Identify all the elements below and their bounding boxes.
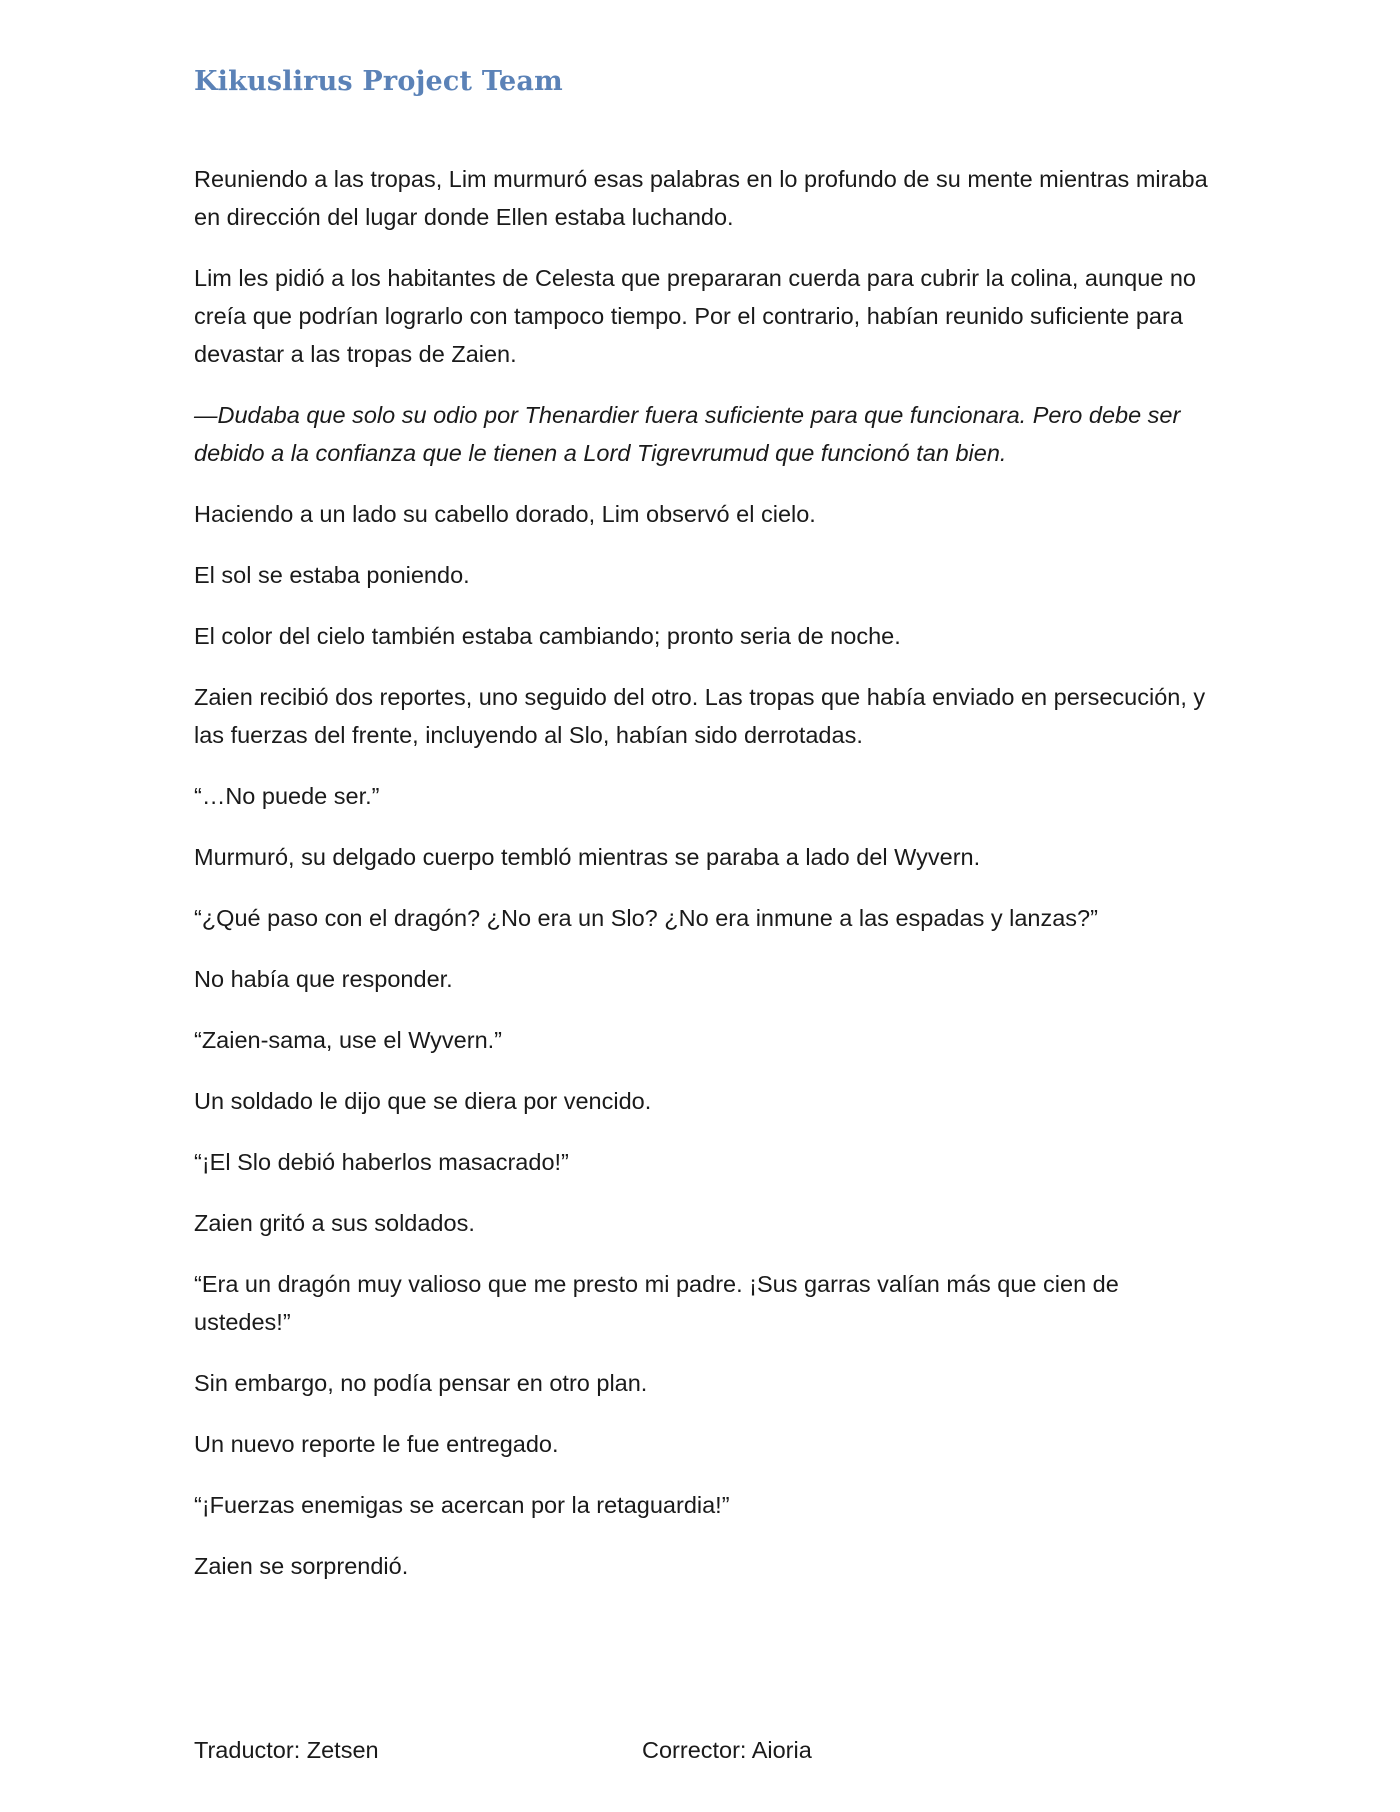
paragraph-9: Murmuró, su delgado cuerpo tembló mientras se paraba a lado del Wyvern. <box>194 844 981 870</box>
paragraph-19: “¡Fuerzas enemigas se acercan por la retaguardia!” <box>194 1492 730 1518</box>
paragraph-10: “¿Qué paso con el dragón? ¿No era un Slo? ¿No era inmune a las espadas y lanzas?” <box>194 905 1098 931</box>
paragraph-17: Sin embargo, no podía pensar en otro plan. <box>194 1370 648 1396</box>
paragraph-3: —Dudaba que solo su odio por Thenardier fuera suficiente para que funcionara. Pero debe ser debido a la confianza que le tienen a Lord Tigrevrumud que funcionó tan bien. <box>194 402 1181 466</box>
paragraph-2: Lim les pidió a los habitantes de Celesta que prepararan cuerda para cubrir la colina, aunque no creía que podrían lograrlo con tampoco tiempo. Por el contrario, habían reunido suficiente para devastar a las tropas de Zaien. <box>194 265 1196 367</box>
paragraph-12: “Zaien-sama, use el Wyvern.” <box>194 1027 502 1053</box>
header-title: Kikuslirus Project Team <box>194 66 563 97</box>
paragraph-11: No había que responder. <box>194 966 453 992</box>
paragraph-6: El color del cielo también estaba cambiando; pronto seria de noche. <box>194 623 901 649</box>
paragraph-8: “…No puede ser.” <box>194 783 380 809</box>
footer-corrector: Corrector: Aioria <box>642 1737 812 1763</box>
paragraph-16: “Era un dragón muy valioso que me presto mi padre. ¡Sus garras valían más que cien de ustedes!” <box>194 1271 1119 1335</box>
page-footer <box>0 1737 1400 1771</box>
paragraph-15: Zaien gritó a sus soldados. <box>194 1210 475 1236</box>
paragraph-4: Haciendo a un lado su cabello dorado, Lim observó el cielo. <box>194 501 816 527</box>
footer-translator: Traductor: Zetsen <box>194 1737 379 1763</box>
body-text <box>194 160 1214 1608</box>
paragraph-7: Zaien recibió dos reportes, uno seguido del otro. Las tropas que había enviado en persecución, y las fuerzas del frente, incluyendo al Slo, habían sido derrotadas. <box>194 684 1206 748</box>
paragraph-5: El sol se estaba poniendo. <box>194 562 470 588</box>
paragraph-14: “¡El Slo debió haberlos masacrado!” <box>194 1149 569 1175</box>
paragraph-1: Reuniendo a las tropas, Lim murmuró esas palabras en lo profundo de su mente mientras miraba en dirección del lugar donde Ellen estaba luchando. <box>194 166 1208 230</box>
paragraph-13: Un soldado le dijo que se diera por vencido. <box>194 1088 652 1114</box>
paragraph-18: Un nuevo reporte le fue entregado. <box>194 1431 559 1457</box>
paragraph-20: Zaien se sorprendió. <box>194 1553 409 1579</box>
